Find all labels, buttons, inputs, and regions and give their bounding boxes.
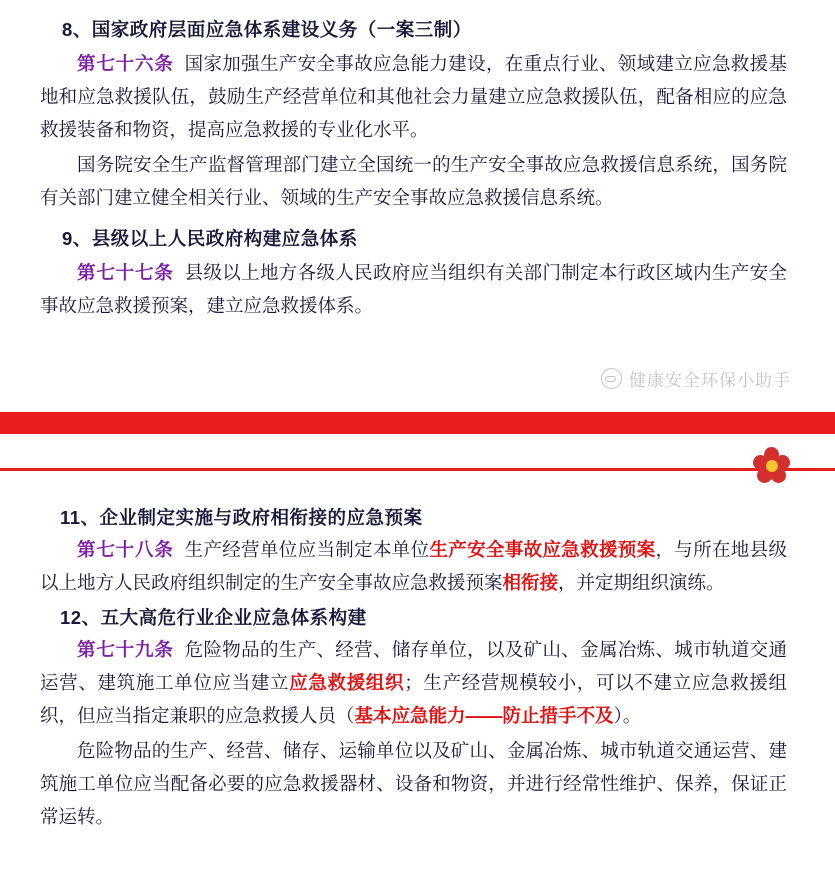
article-79-highlight-2: 基本应急能力——防止措手不及: [354, 705, 614, 727]
red-bar: [0, 412, 835, 434]
article-76-number: 第七十六条: [77, 53, 174, 74]
watermark: [601, 366, 791, 391]
watermark-row: [0, 366, 835, 408]
red-flower-emblem-icon: [751, 446, 793, 488]
article-76-paragraph-2: 国务院安全生产监督管理部门建立全国统一的生产安全事故应急救援信息系统，国务院有关部门建立健全相关行业、领域的生产安全事故应急救援信息系统。: [40, 153, 787, 208]
heading-item-8: 8、国家政府层面应急体系建设义务（一案三制）: [62, 19, 472, 40]
bottom-content-section: [0, 478, 835, 833]
article-77-number: 第七十七条: [77, 261, 174, 283]
heading-item-11: 11、企业制定实施与政府相衔接的应急预案: [60, 507, 423, 529]
article-79-highlight-1: 应急救援组织: [289, 672, 405, 694]
wechat-circle-icon: [601, 368, 622, 389]
article-78-highlight-2: 相衔接: [502, 572, 559, 594]
watermark-text: 健康安全环保小助手: [629, 371, 791, 391]
article-79-paragraph-2: 危险物品的生产、经营、储存、运输单位以及矿山、金属冶炼、城市轨道交通运营、建筑施工单位应当配备必要的应急救援器材、设备和物资，并进行经常性维护、保养，保证正常运转。: [40, 740, 787, 827]
section-spacer: [40, 324, 787, 340]
top-content-section: [0, 0, 835, 340]
article-79-paragraph: [40, 634, 787, 733]
red-rule-line: [0, 468, 835, 471]
article-76-paragraph: [40, 48, 787, 147]
heading-item-9: 9、县级以上人民政府构建应急体系: [62, 227, 358, 249]
article-78-paragraph: [40, 534, 787, 600]
article-78-body-part3: ，并定期组织演练。: [558, 572, 725, 594]
red-divider-block: [0, 412, 835, 478]
article-78-highlight-1: 生产安全事故应急救援预案: [429, 539, 656, 561]
article-79-number: 第七十九条: [77, 639, 174, 661]
article-78-body-part2: ，与所在地县级以上地方人民政府组织制定的生产安全事故应急救援预案: [40, 539, 787, 594]
article-79-body-part3: ）。: [613, 705, 642, 727]
article-77-body: 县级以上地方各级人民政府应当组织有关部门制定本行政区域内生产安全事故应急救援预案，建立应急救援体系。: [40, 261, 787, 316]
article-77-paragraph: [40, 257, 787, 323]
article-79-body-part1: 危险物品的生产、经营、储存单位，以及矿山、金属冶炼、城市轨道交通运营、建筑施工单位应当建立: [40, 639, 787, 694]
article-79-body-part2: ；生产经营规模较小，可以不建立应急救援组织，但应当指定兼职的应急救援人员（: [40, 672, 787, 727]
article-78-number: 第七十八条: [77, 539, 174, 561]
heading-item-12: 12、五大高危行业企业应急体系构建: [60, 607, 367, 629]
article-78-body-part1: 生产经营单位应当制定本单位: [184, 539, 430, 561]
article-76-body: 国家加强生产安全事故应急能力建设，在重点行业、领域建立应急救援基地和应急救援队伍，鼓励生产经营单位和其他社会力量建立应急救援队伍，配备相应的应急救援装备和物资，提高应急救援的专业化水平。: [40, 53, 787, 140]
